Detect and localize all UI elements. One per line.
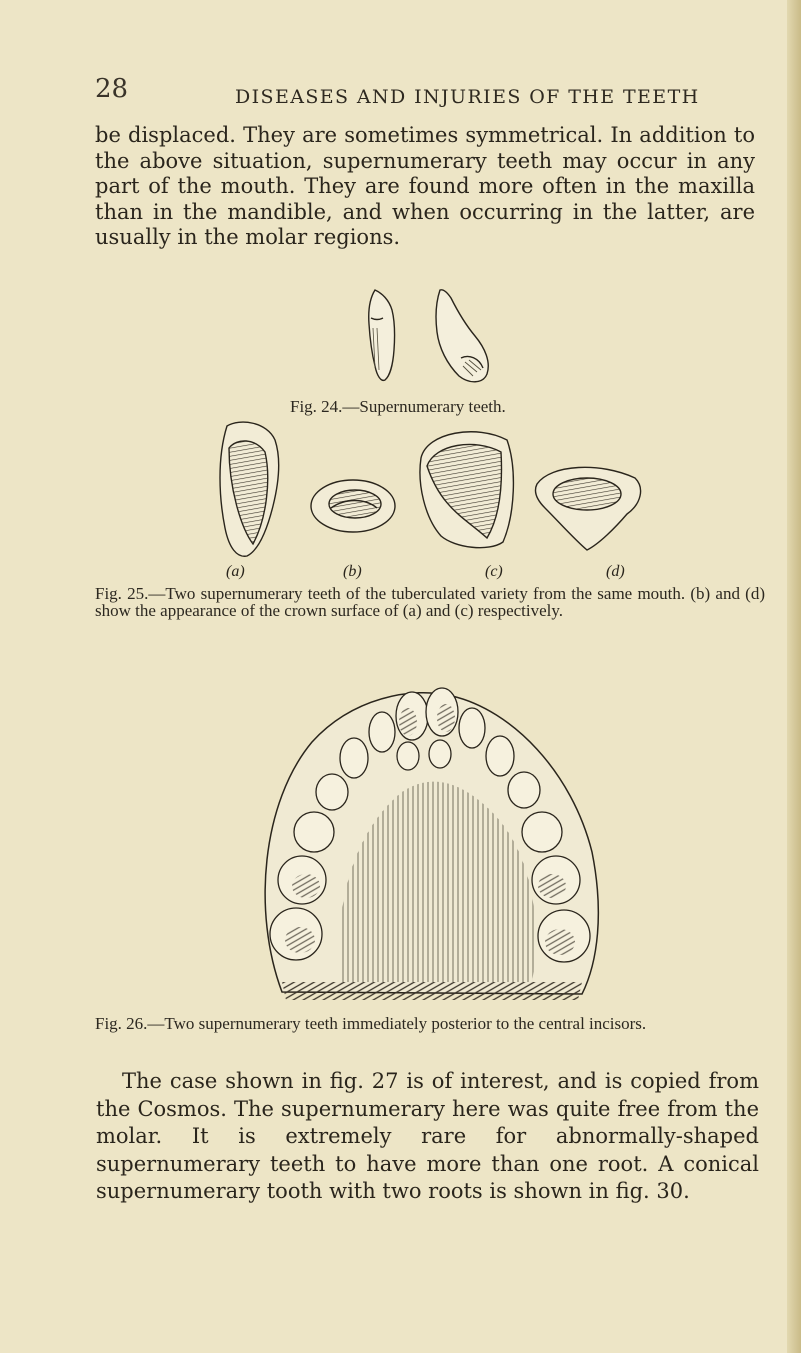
fig25-tooth-c [420, 432, 513, 548]
fig24-tooth-right [436, 290, 488, 382]
fig25-tooth-a [220, 422, 279, 556]
figure-25-caption: Fig. 25.—Two supernumerary teeth of the tuberculated variety from the same mouth. (b) and (d) show the appearance of the crown surface of (a) and (c) respectively. [95, 584, 765, 620]
body-paragraph-1: be displaced. They are sometimes symmetrical. In addition to the above situation, supernumerary teeth may occur in any part of the mouth. They are found more often in the maxilla than in the mandible, and when occurring in the latter, are usually in the molar regions. [95, 123, 755, 249]
figure-24-illustration [365, 288, 495, 386]
running-title: DISEASES AND INJURIES OF THE TEETH [235, 86, 700, 108]
fig24-tooth-left [369, 290, 395, 380]
fig25-tooth-d [535, 467, 640, 550]
fig25-label-a: (a) [226, 563, 245, 580]
figure-26-illustration [242, 682, 610, 1004]
body-paragraph-2: The case shown in fig. 27 is of interest, and is copied from the Cosmos. The supernumerary here was quite free from the molar. It is extremely rare for abnormally-shaped supernumerary teeth to have more than one root. A conical supernumerary tooth with two roots is shown in fig. 30. [96, 1069, 759, 1203]
figure-26-caption: Fig. 26.—Two supernumerary teeth immediately posterior to the central incisors. [95, 1014, 647, 1033]
page-edge [787, 0, 801, 1353]
fig25-label-b: (b) [343, 563, 362, 580]
figure-25-illustration [215, 418, 660, 560]
running-header [95, 74, 795, 114]
page-number: 28 [95, 74, 129, 104]
figure-24-caption: Fig. 24.—Supernumerary teeth. [290, 397, 506, 416]
fig25-label-c: (c) [485, 563, 503, 580]
figure-25-labels [226, 563, 646, 583]
fig25-label-d: (d) [606, 563, 625, 580]
fig26-base-shadow [282, 982, 582, 1000]
fig25-tooth-b [311, 480, 395, 532]
